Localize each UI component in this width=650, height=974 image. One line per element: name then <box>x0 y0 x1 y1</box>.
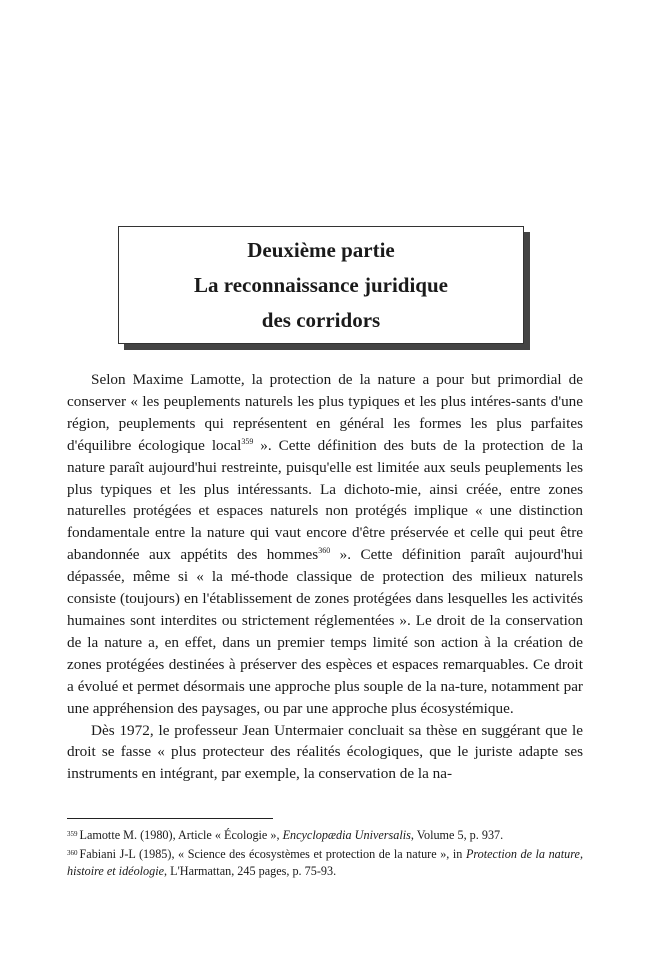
footnote-separator <box>67 818 273 819</box>
footnote-text: Lamotte M. (1980), Article « Écologie », <box>79 828 283 842</box>
footnotes <box>67 826 583 881</box>
part-number-heading: Deuxième partie <box>247 238 395 262</box>
paragraph-1 <box>67 369 583 720</box>
paragraph-1-part-b: ». Cette définition des buts de la protection de la nature paraît aujourd'hui restreinte, puisqu'elle est limitée aux seuls peuplements les plus typiques et les plus intéressants. La dichoto-mie, ainsi créée, entre zones naturelles protégées et espaces naturels non protégés implique « une distinction fondamentale entre la nature qui vaut encore d'être préservée et celle qui peut être abandonnée aux appétits des hommes <box>67 436 583 564</box>
paragraph-1-part-c: ». Cette définition paraît aujourd'hui dépassée, même si « la mé-thode classique de protection des milieux naturels consiste (toujours) en l'établissement de zones protégées dans lesquelles les activités humaines sont interdites ou strictement réglementées ». Le droit de la conservation de la nature a, en effet, dans un premier temps limité son action à la création de zones protégées destinées à préserver des espèces et espaces remarquables. Ce droit a évolué et permet désormais une approche plus souple de la na-ture, notamment par une appréhension des paysages, ou par une approche plus écosystémique. <box>67 546 584 717</box>
part-title-line-2: des corridors <box>261 308 381 332</box>
footnote-source-title: Encyclopædia Universalis <box>282 828 411 842</box>
body-text <box>67 369 583 785</box>
part-title-line-1: La reconnaissance juridique <box>194 273 448 297</box>
footnote-ref-360[interactable]: 360 <box>318 546 331 556</box>
footnote-text-end: , L'Harmattan, 245 pages, p. 75-93. <box>164 864 337 878</box>
paragraph-2: Dès 1972, le professeur Jean Untermaier concluait sa thèse en suggérant que le droit se fasse « plus protecteur des réalités écologiques, que le juriste adapte ses instruments en intégrant, par exemple, la conservation de la na- <box>67 721 583 783</box>
part-title-box <box>118 226 524 344</box>
footnote-number: 360 <box>67 848 78 857</box>
footnote-text-end: , Volume 5, p. 937. <box>410 828 504 842</box>
footnote-360 <box>67 845 583 881</box>
footnote-text: Fabiani J-L (1985), « Science des écosystèmes et protection de la nature », in <box>79 846 466 861</box>
paragraph-1-part-a: Selon Maxime Lamotte, la protection de la nature a pour but primordial de conserver « les peuplements naturels les plus typiques et les plus intéres-sants d'une région, peuplements qui représentent en général les formes les plus parfaites d'équilibre écologique local <box>67 371 583 454</box>
footnote-source-title: Protection de la nature, histoire et idéologie <box>67 846 584 878</box>
footnote-ref-359[interactable]: 359 <box>241 436 254 446</box>
footnote-number: 359 <box>67 830 78 838</box>
footnote-359 <box>67 826 583 845</box>
